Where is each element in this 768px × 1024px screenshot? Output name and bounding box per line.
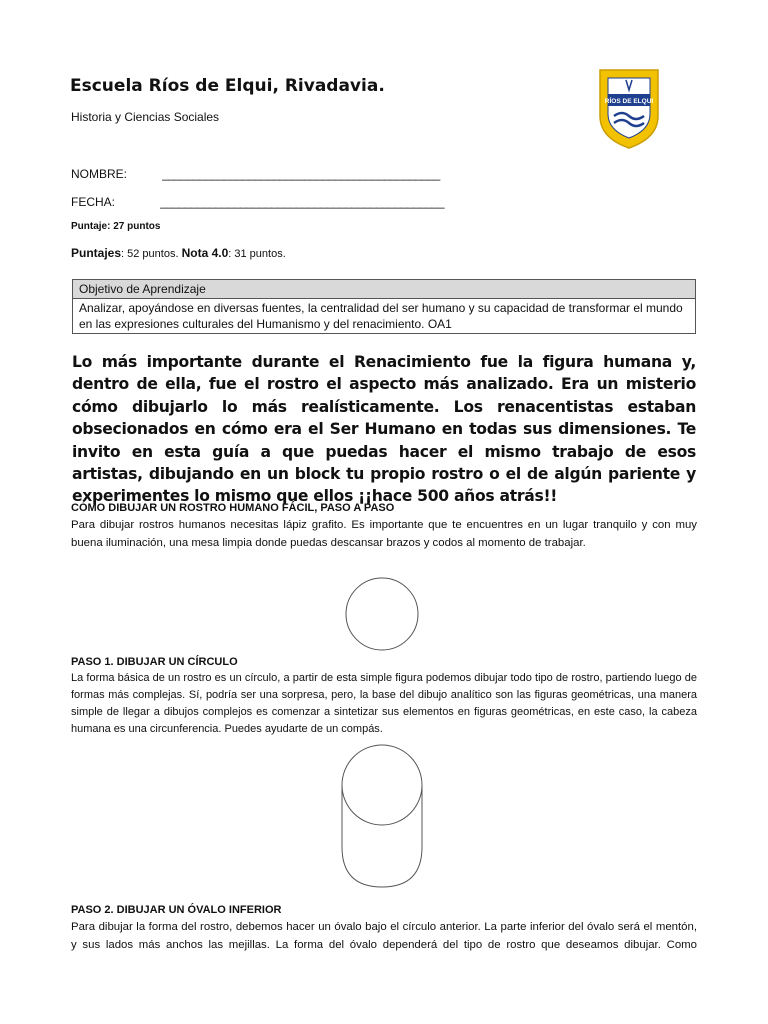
objective-text: Analizar, apoyándose en diversas fuentes, la centralidad del ser humano y su capacidad de transformar el mundo en las expresiones culturales del Humanismo y del renacimiento. OA1 <box>73 299 696 334</box>
nota-label: Nota 4.0 <box>181 246 229 260</box>
step2-text: Para dibujar la forma del rostro, debemos hacer un óvalo bajo el círculo anterior. La parte inferior del óvalo será el mentón, y sus lados más anchos las mejillas. La forma del óvalo dependerá del tipo de rostro que deseamos dibujar. Como <box>71 921 697 951</box>
school-logo <box>596 66 662 150</box>
howto-heading: CÓMO DIBUJAR UN ROSTRO HUMANO FÁCIL, PASO A PASO <box>71 502 395 514</box>
puntajes-label: Puntajes <box>71 246 122 260</box>
objective-title: Objetivo de Aprendizaje <box>73 280 696 299</box>
circle-figure <box>340 572 424 656</box>
step1-text: La forma básica de un rostro es un círculo, a partir de esta simple figura podemos dibujar todo tipo de rostro, partiendo luego de formas más complejas. Sí, podría ser una sorpresa, pero, la base del dibujo analítico son las figuras geométricas, una manera simple de llegar a dibujos complejos es comenzar a sintetizar sus elementos en figuras geométricas, en este caso, la cabeza humana es una circunferencia. Puedes ayudarte de un compás. <box>71 672 697 735</box>
intro-paragraph: Lo más importante durante el Renacimiento fue la figura humana y, dentro de ella, fue el rostro el aspecto más analizado. Era un misterio cómo dibujarlo lo más realísticamente. Los renacentistas estaban obsecionados en cómo era el Ser Humano en todas sus dimensiones. Te invito en esta guía a que puedas hacer el mismo trabajo de esos artistas, dibujando en un block tu propio rostro o el de algún pariente y experimentes lo mismo que ellos ¡¡hace 500 años atrás!! <box>72 353 696 506</box>
puntajes-value: : 52 puntos. <box>121 248 179 260</box>
puntajes-line <box>71 246 286 260</box>
nota-value: : 31 puntos. <box>228 248 286 260</box>
puntaje-text: Puntaje: 27 puntos <box>71 221 161 232</box>
step2-heading: PASO 2. DIBUJAR UN ÓVALO INFERIOR <box>71 904 282 916</box>
step1-heading: PASO 1. DIBUJAR UN CÍRCULO <box>71 656 238 668</box>
nombre-label: NOMBRE: <box>71 167 128 181</box>
logo-text: RÍOS DE ELQUI <box>604 98 654 105</box>
school-title: Escuela Ríos de Elqui, Rivadavia. <box>70 76 385 96</box>
oval-figure <box>332 737 432 897</box>
fecha-label: FECHA: <box>71 195 116 209</box>
fecha-line: ______________________________________________ <box>160 195 444 209</box>
howto-text: Para dibujar rostros humanos necesitas lápiz grafito. Es importante que te encuentres en un lugar tranquilo y con muy buena iluminación, una mesa limpia donde puedas descansar brazos y codos al momento de trabajar. <box>71 519 697 549</box>
subject-name: Historia y Ciencias Sociales <box>71 110 220 124</box>
nombre-line: _____________________________________________ <box>162 167 440 181</box>
objective-table <box>72 279 696 334</box>
